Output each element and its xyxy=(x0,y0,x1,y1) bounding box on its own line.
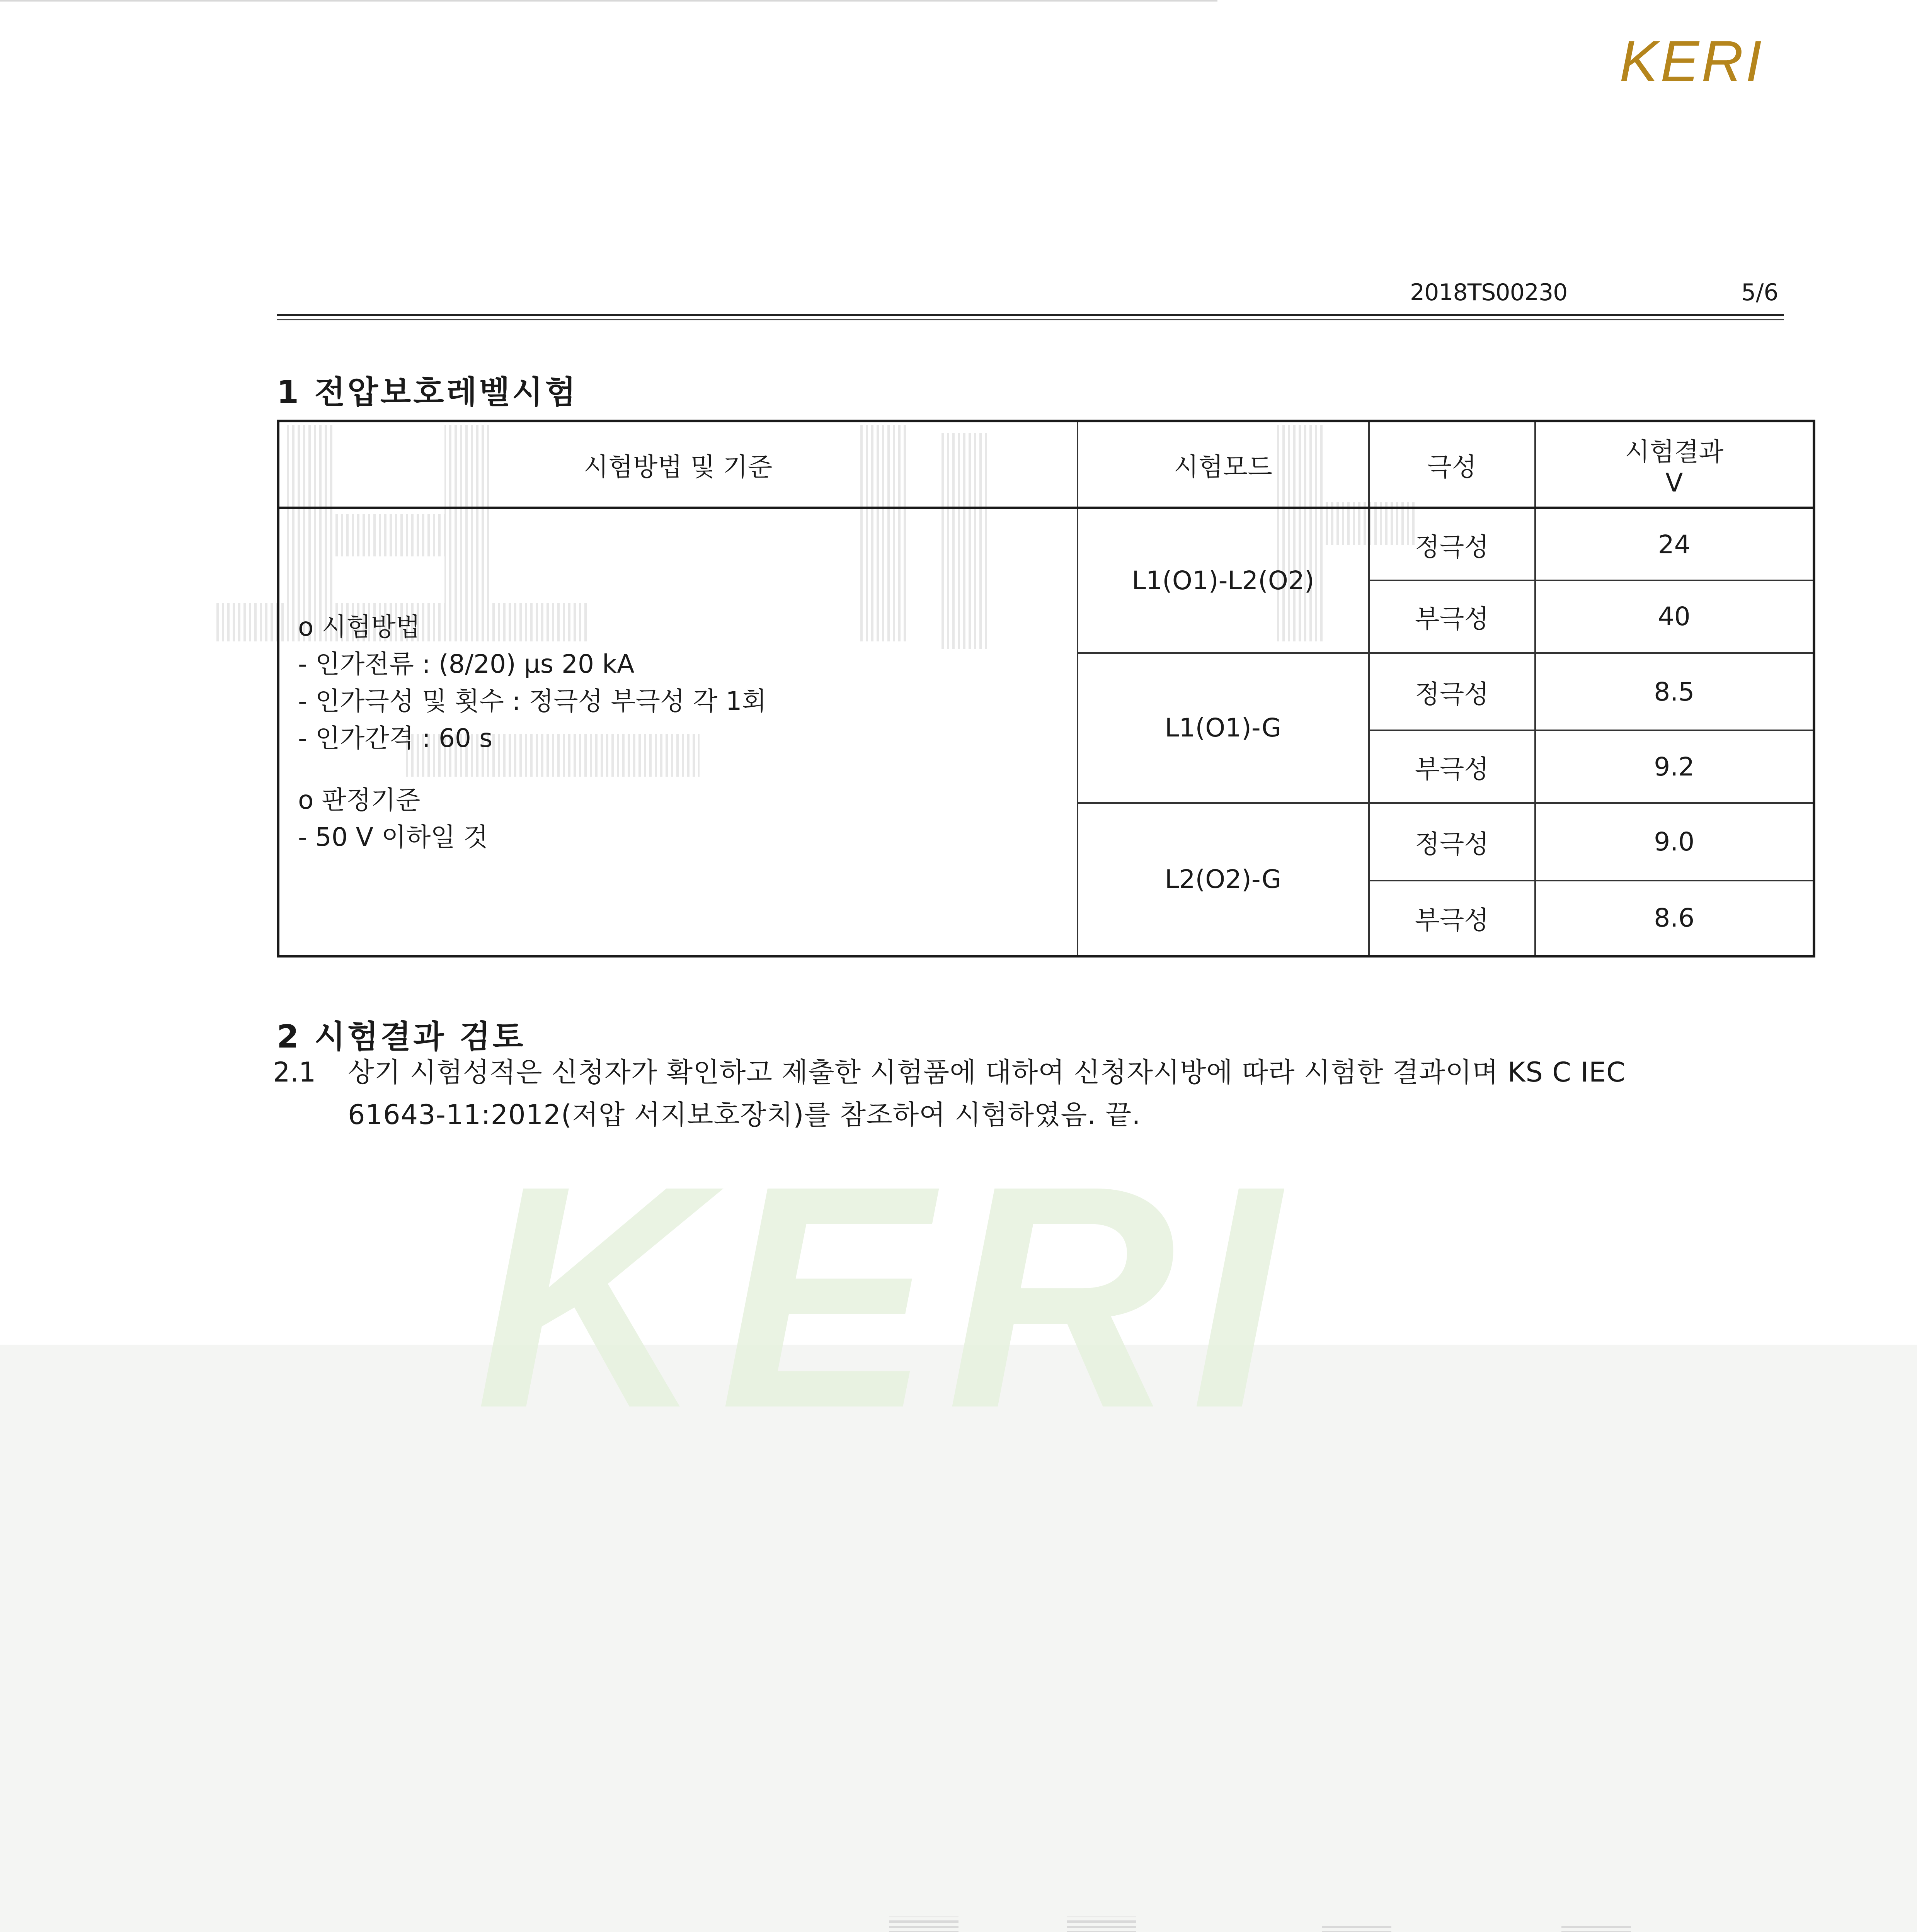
mode-cell: L2(O2)-G xyxy=(1078,803,1369,956)
header-rule xyxy=(277,314,1784,316)
method-line: - 50 V 이하일 것 xyxy=(298,822,488,852)
mode-cell: L1(O1)-G xyxy=(1078,653,1369,803)
polarity-cell: 정극성 xyxy=(1369,653,1535,731)
method-line: - 인가전류 : (8/20) μs 20 kA xyxy=(298,649,635,679)
header-rule-thin xyxy=(277,319,1784,320)
header-result-unit: V xyxy=(1665,468,1683,498)
header-method: 시험방법 및 기준 xyxy=(278,421,1078,508)
table-header-row xyxy=(278,421,1814,508)
watermark-lower-glyphs xyxy=(243,1917,1654,1932)
keri-watermark-logo xyxy=(475,1120,1294,1474)
value-cell: 9.0 xyxy=(1535,803,1814,881)
keri-logo xyxy=(1616,23,1801,97)
polarity-cell: 부극성 xyxy=(1369,730,1535,803)
value-cell: 24 xyxy=(1535,508,1814,581)
polarity-cell: 정극성 xyxy=(1369,508,1535,581)
table-row xyxy=(278,508,1814,581)
polarity-cell: 부극성 xyxy=(1369,881,1535,956)
review-paragraph-line-2: 61643-11:2012(저압 서지보호장치)를 참조하여 시험하였음. 끝. xyxy=(348,1099,1141,1131)
method-line: - 인가극성 및 횟수 : 정극성 부극성 각 1회 xyxy=(298,686,767,716)
polarity-cell: 부극성 xyxy=(1369,580,1535,653)
mode-cell: L1(O1)-L2(O2) xyxy=(1078,508,1369,653)
page-number: 5/6 xyxy=(1741,279,1779,306)
section-1-title: 1 전압보호레벨시험 xyxy=(277,374,578,411)
method-cell xyxy=(278,508,1078,956)
header-polarity: 극성 xyxy=(1369,421,1535,508)
method-line: - 인가간격 : 60 s xyxy=(298,723,493,753)
svg-text:KERI: KERI xyxy=(475,1120,1295,1474)
header-result-label: 시험결과 xyxy=(1625,437,1724,467)
method-line: o 시험방법 xyxy=(298,612,421,642)
header-result xyxy=(1535,421,1814,508)
test-results-table xyxy=(277,420,1815,957)
section-2-title: 2 시험결과 검토 xyxy=(277,1019,526,1055)
method-spacer xyxy=(298,757,1077,782)
paragraph-number: 2.1 xyxy=(273,1056,316,1088)
method-line: o 판정기준 xyxy=(298,785,421,815)
value-cell: 8.6 xyxy=(1535,881,1814,956)
header-mode: 시험모드 xyxy=(1078,421,1369,508)
polarity-cell: 정극성 xyxy=(1369,803,1535,881)
value-cell: 9.2 xyxy=(1535,730,1814,803)
document-number: 2018TS00230 xyxy=(1410,279,1568,306)
value-cell: 8.5 xyxy=(1535,653,1814,731)
svg-text:KERI: KERI xyxy=(1619,29,1764,94)
value-cell: 40 xyxy=(1535,580,1814,653)
review-paragraph-line-1: 상기 시험성적은 신청자가 확인하고 제출한 시험품에 대하여 신청자시방에 따라 시험한 결과이며 KS C IEC xyxy=(348,1056,1626,1088)
